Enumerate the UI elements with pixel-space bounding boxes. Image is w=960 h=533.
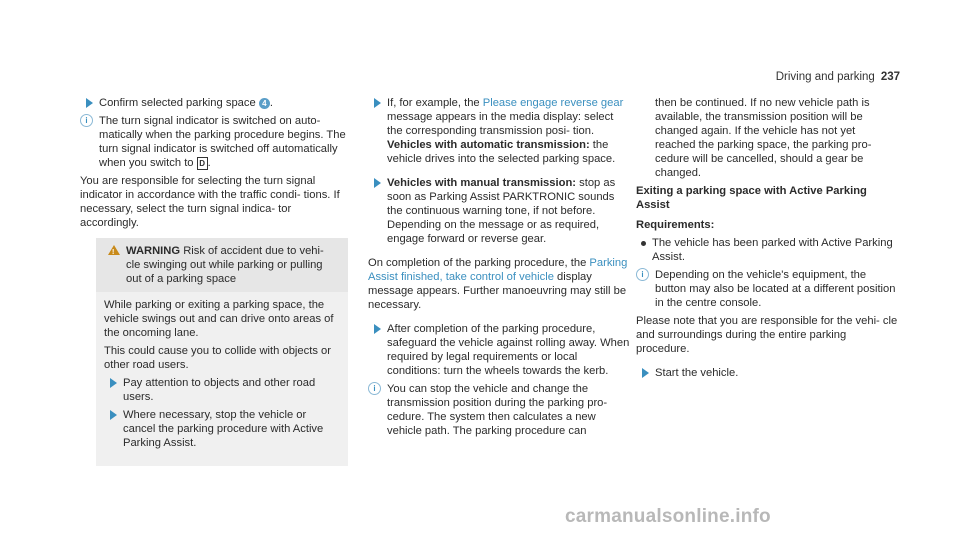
column-2 [368, 96, 630, 442]
bold-label: Vehicles with manual transmission: [387, 177, 577, 189]
warning-step: Where necessary, stop the vehicle or cancel the parking procedure with Active Parking Assist. [104, 408, 340, 450]
warning-step: Pay attention to objects and other road users. [104, 376, 340, 404]
info-icon: i [80, 114, 93, 127]
instruction-step: If, for example, the Please engage reverse gear message appears in the media display: select the corresponding transmission posi- tion. Vehicles with automatic transmission: the vehicle drives into the selected parking space. [368, 96, 630, 166]
paragraph: Please note that you are responsible for the vehi- cle and surroundings during the entire parking procedure. [636, 315, 898, 355]
arrow-icon [110, 410, 117, 420]
paragraph: then be continued. If no new vehicle path is available, the transmission position will be changed again. If the vehicle has not yet reached the parking space, the parking pro- cedure will be cancelled, should a gear be changed. [655, 97, 872, 179]
instruction-step: Vehicles with manual transmission: stop as soon as Parking Assist PARKTRONIC sounds the continuous warning tone, if not before. Depending on the message or as required, engage forward or reverse gear. [368, 176, 630, 246]
instruction-step: Confirm selected parking space 4 . [80, 96, 348, 110]
info-note: i Depending on the vehicle's equipment, the button may also be located at a different position in the centre console. [636, 268, 898, 310]
page-number: 237 [880, 71, 900, 83]
arrow-icon [374, 324, 381, 334]
running-header [776, 71, 900, 83]
bullet-item: The vehicle has been parked with Active Parking Assist. [636, 236, 898, 264]
warning-label: WARNING [126, 245, 181, 257]
warning-box [96, 238, 348, 466]
info-icon: i [636, 268, 649, 281]
section-title: Driving and parking [775, 71, 875, 83]
info-note: i The turn signal indicator is switched on auto- matically when the parking procedure begins. The turn signal indicator is switched off automatically when you switch to D . [80, 114, 348, 170]
arrow-icon [642, 368, 649, 378]
display-message: Parking Assist finished, take control of vehicle [368, 257, 628, 283]
watermark: carmanualsonline.info [565, 506, 771, 527]
info-note: i You can stop the vehicle and change the transmission position during the parking pro- cedure. The system then calculates a new vehicle path. The parking procedure can [368, 382, 630, 438]
section-heading: Exiting a parking space with Active Parking Assist [636, 185, 867, 211]
info-icon: i [368, 382, 381, 395]
bullet-dot [641, 241, 646, 246]
column-1 [80, 96, 348, 466]
paragraph: You are responsible for selecting the turn signal indicator in accordance with the traffic condi- tions. If necessary, select the turn signal indica- tor accordingly. [80, 175, 340, 229]
requirements-label: Requirements: [636, 219, 715, 231]
bold-label: Vehicles with automatic transmission: [387, 139, 590, 151]
column-3 [636, 96, 898, 384]
note-text: The turn signal indicator is switched on auto- matically when the parking procedure begins. The turn signal indicator is switched off automatically when you switch to [99, 115, 346, 169]
warning-body [96, 292, 348, 466]
arrow-icon [86, 98, 93, 108]
instruction-step: Start the vehicle. [636, 366, 898, 380]
paragraph: On completion of the parking procedure, the Parking Assist finished, take control of vehicle display message appears. Further manoeuvring may still be necessary. [368, 257, 628, 311]
warning-header: ! WARNING Risk of accident due to vehi- cle swinging out while parking or pulling out of a parking space [96, 238, 348, 292]
warning-text: While parking or exiting a parking space, the vehicle swings out and can drive onto areas of the oncoming lane. [104, 299, 334, 339]
arrow-icon [110, 378, 117, 388]
step-text: Confirm selected parking space [99, 97, 256, 109]
drive-gear-key-icon: D [197, 157, 208, 170]
instruction-step: After completion of the parking procedure, safeguard the vehicle against rolling away. When required by legal requirements or local conditions: turn the wheels towards the kerb. [368, 322, 630, 378]
display-message: Please engage reverse gear [482, 97, 624, 109]
number-badge-icon: 4 [259, 98, 270, 109]
warning-title: Risk of accident due to vehi- cle swinging out while parking or pulling out of a parking space [126, 245, 324, 285]
arrow-icon [374, 178, 381, 188]
arrow-icon [374, 98, 381, 108]
warning-text: This could cause you to collide with objects or other road users. [104, 345, 331, 371]
